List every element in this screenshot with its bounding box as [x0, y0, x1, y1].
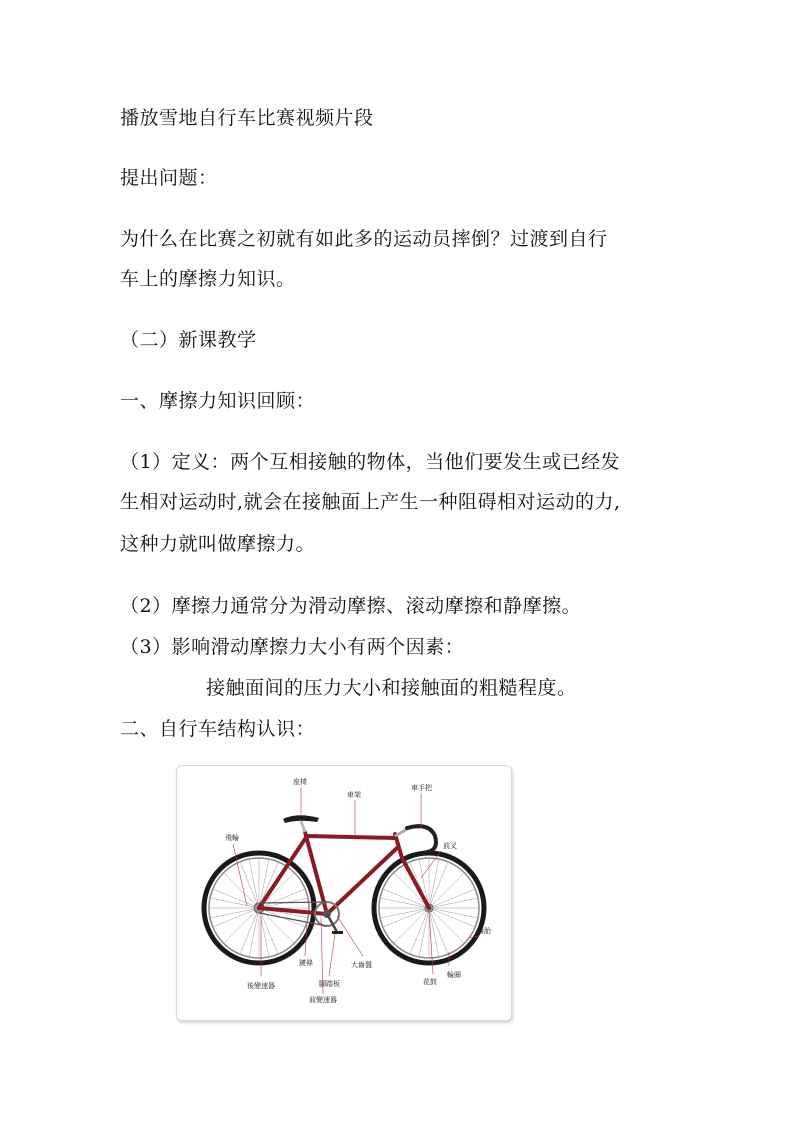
label-flywheel: 飛輪	[225, 834, 239, 842]
bicycle-frame	[259, 832, 429, 914]
label-handlebar: 車手把	[411, 784, 432, 792]
bicycle-illustration	[177, 766, 511, 1020]
text-line-question-1: 为什么在比赛之初就有如此多的运动员摔倒？过渡到自行	[120, 228, 608, 250]
label-hub: 花鼓	[423, 978, 437, 986]
text-line-definition-2: 生相对运动时,就会在接触面上产生一种阻碍相对运动的力,	[120, 491, 621, 513]
label-frame: 車架	[347, 791, 361, 799]
label-pedal: 腳踏板	[319, 980, 340, 988]
text-line-friction-types: （2）摩擦力通常分为滑动摩擦、滚动摩擦和静摩擦。	[120, 595, 582, 617]
section-heading-new-lesson: （二）新课教学	[120, 329, 257, 351]
text-line-definition-1: （1）定义：两个互相接触的物体，当他们要发生或已经发	[120, 451, 621, 473]
text-line-question-2: 车上的摩擦力知识。	[120, 268, 296, 290]
label-chainring: 大齒盤	[351, 961, 372, 969]
label-tire: 輪胎	[477, 927, 491, 935]
label-saddle: 座椅	[293, 778, 307, 786]
text-line-definition-3: 这种力就叫做摩擦力。	[120, 533, 316, 555]
label-rim: 輪圈	[447, 971, 461, 979]
handlebar-shape	[407, 826, 436, 852]
label-chain: 鏈條	[299, 959, 313, 967]
label-front-derailleur: 前變速器	[309, 996, 337, 1004]
section-heading-friction-review: 一、摩擦力知识回顾：	[120, 390, 316, 412]
label-rear-derailleur: 後變速器	[247, 982, 275, 990]
text-line-video: 播放雪地自行车比赛视频片段	[120, 107, 374, 129]
section-heading-bicycle-structure: 二、自行车结构认识：	[120, 718, 316, 740]
label-fork: 前叉	[443, 842, 457, 850]
bicycle-diagram	[176, 765, 512, 1021]
text-line-factors: （3）影响滑动摩擦力大小有两个因素：	[120, 636, 465, 658]
text-line-factors-detail: 接触面间的压力大小和接触面的粗糙程度。	[206, 677, 577, 699]
text-line-question-heading: 提出问题：	[120, 167, 218, 189]
